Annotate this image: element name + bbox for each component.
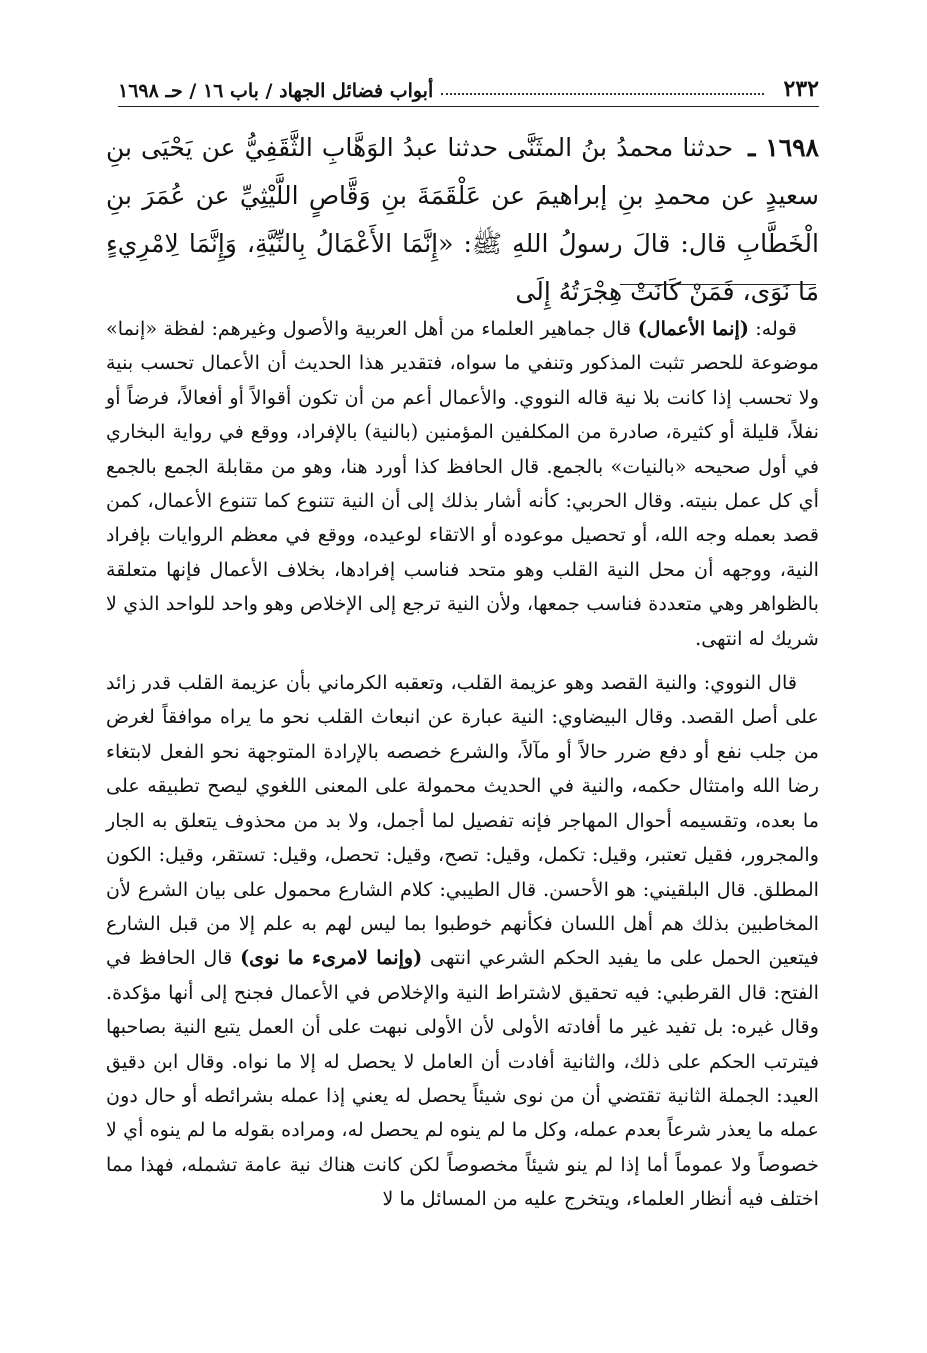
commentary-text: قال الحافظ في الفتح: قال القرطبي: فيه تحقيق لاشتراط النية والإخلاص في الأعمال فجنح إلى أنها مؤكدة. وقال غيره: بل تفيد غير ما أفادته الأولى لأن الأولى نبهت على أن العمل يتبع النية بصاحبها فيترتب الحكم على ذلك، والثانية أفادت أن العامل لا يحصل له إلا ما نواه. وقال ابن دقيق العيد: الجملة الثانية تقتضي أن من نوى شيئاً يحصل له يعني إذا عمله بشرائطه أو حال دون عمله ما يعذر شرعاً بعدم عمله، وكل ما لم ينوه لم يحصل له، ومراده بقوله ما لم ينوه أي لا خصوصاً ولا عموماً أما إذا لم ينو شيئاً مخصوصاً لكن كانت هناك نية عامة تشمله، فهذا مما اختلف فيه أنظار العلماء، ويتخرج عليه من المسائل ما لا bbox=[106, 946, 819, 1211]
commentary-block bbox=[106, 312, 819, 1217]
commentary-text: قال جماهير العلماء من أهل العربية والأصول وغيرهم: لفظة «إنما» موضوعة للحصر تثبت المذكور وتنفي ما سواه، فتقدير هذا الحديث أن الأعمال تحسب بنية ولا تحسب إذا كانت بلا نية قاله النووي. والأعمال أعم من أن تكون أقوالاً أو أفعالاً، فرضاً أو نفلاً، قليلة أو كثيرة، صادرة من المكلفين المؤمنين (بالنية) بالإفراد، ووقع في رواية البخاري في أول صحيحه «بالنيات» بالجمع. قال الحافظ كذا أورد هنا، وهو من مقابلة الجمع بالجمع أي كل عمل بنيته. وقال الحربي: كأنه أشار بذلك إلى أن النية تتنوع كما تتنوع الأعمال، كمن قصد بعمله وجه الله، أو تحصيل موعوده أو الاتقاء لوعيده، ووقع في معظم الروايات بإفراد النية، ووجهه أن محل النية القلب وهو متحد فناسب إفرادها، بخلاف الأعمال فإنها متعلقة بالظواهر وهي متعددة فناسب جمعها، ولأن النية ترجع إلى الإخلاص وهو واحد للواحد الذي لا شريك له انتهى. bbox=[106, 317, 819, 650]
commentary-lead: قوله: bbox=[755, 317, 797, 340]
hadith-number: ١٦٩٨ ـ bbox=[748, 133, 819, 162]
commentary-bold-phrase: (وإنما لامرىء ما نوى) bbox=[240, 946, 423, 970]
hadith-text-block bbox=[106, 124, 819, 316]
page-header bbox=[118, 72, 819, 107]
page-number: ٢٣٢ bbox=[783, 76, 819, 102]
commentary-bold-phrase: (إنما الأعمال) bbox=[637, 317, 749, 340]
commentary-paragraph bbox=[106, 312, 819, 656]
header-dot-leader bbox=[441, 92, 763, 95]
commentary-paragraph bbox=[106, 666, 819, 1217]
hadith-body: حدثنا محمدُ بنُ المثَنَّى حدثنا عبدُ الوَهَّابِ الثَّقَفِيُّ عن يَحْيَى بنِ سعيدٍ عن محمدِ بنِ إبراهيمَ عن عَلْقَمَةَ بنِ وَقَّاصٍ اللَّيْثِيِّ عن عُمَرَ بنِ الْخَطَّابِ قال: قالَ رسولُ اللهِ ﷺ: «إِنَّمَا الأَعْمَالُ بِالنِّيَّةِ، وَإِنَّمَا لِامْرِيءٍ مَا نَوَى، فَمَنْ كَانَتْ هِجْرَتُهُ إِلَى bbox=[106, 133, 819, 306]
running-title: أبواب فضائل الجهاد / باب ١٦ / حـ ١٦٩٨ bbox=[118, 80, 434, 102]
commentary-text: قال النووي: والنية القصد وهو عزيمة القلب، وتعقبه الكرماني بأن عزيمة القلب قدر زائد على أصل القصد. وقال البيضاوي: النية عبارة عن انبعاث القلب نحو ما يراه موافقاً لغرض من جلب نفع أو دفع ضرر حالاً أو مآلاً، والشرع خصصه بالإرادة المتوجهة نحو الفعل لابتغاء رضا الله وامتثال حكمه، والنية في الحديث محمولة على المعنى اللغوي ليصح تطبيقه على ما بعده، وتقسيمه أحوال المهاجر فإنه تفصيل لما أجمل، ولا بد من محذوف يتعلق به الجار والمجرور، فقيل تعتبر، وقيل: تكمل، وقيل: تصح، وقيل: تحصل، وقيل: تستقر، وقيل: الكون المطلق. قال البلقيني: هو الأحسن. قال الطيبي: كلام الشارع محمول على بيان الشرع لأن المخاطبين بذلك هم أهل اللسان فكأنهم خوطبوا بما ليس لهم به علم إلا من قبل الشارع فيتعين الحمل على ما يفيد الحكم الشرعي انتهى bbox=[106, 671, 819, 970]
footnote-divider bbox=[620, 284, 816, 285]
